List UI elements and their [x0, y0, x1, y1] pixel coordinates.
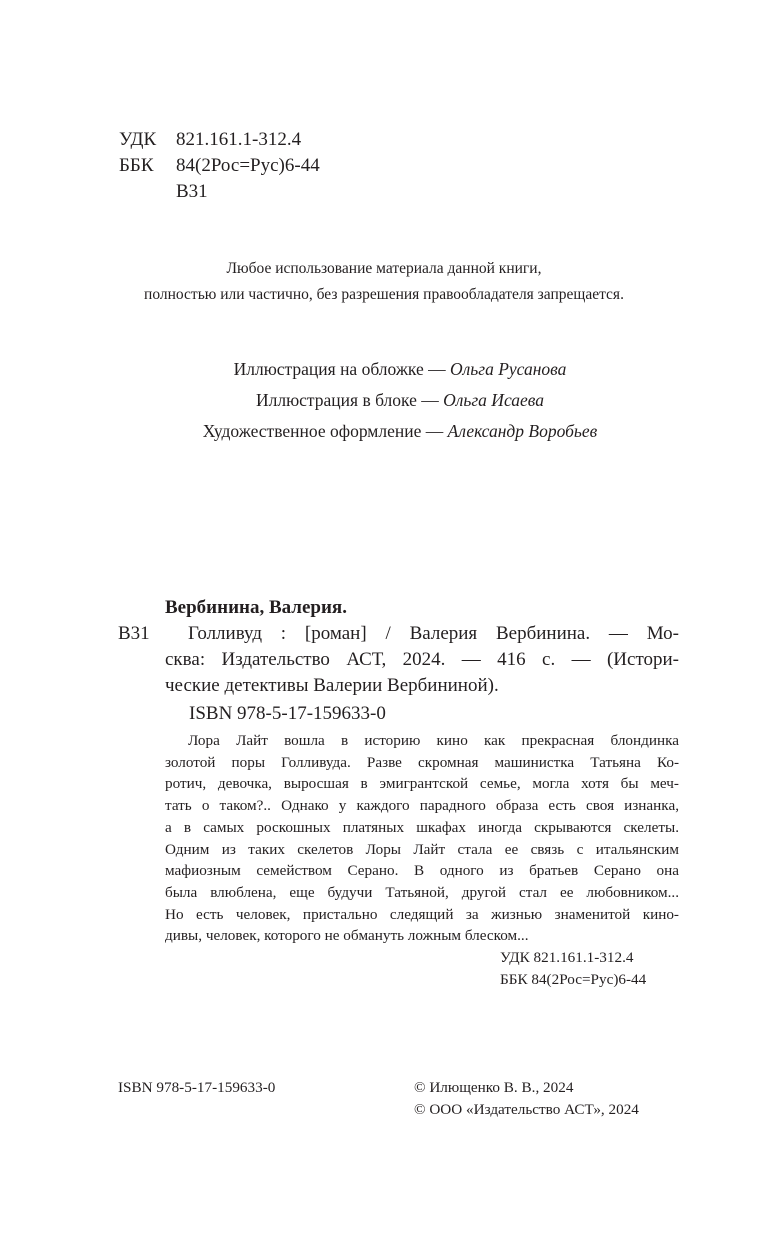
annotation-line: мафиозным семейством Серано. В одного из братьев Серано она	[165, 862, 679, 880]
credit-art-design	[0, 416, 768, 448]
bib-line-3: ческие детективы Валерии Вербининой).	[165, 675, 499, 696]
author-heading	[165, 595, 347, 621]
bibliographic-description	[165, 621, 679, 699]
rights-notice-line-2: полностью или частично, без разрешения правообладателя запрещается.	[144, 286, 624, 303]
credit-role: Иллюстрация в блоке —	[255, 390, 444, 410]
copyright-publisher: © ООО «Издательство АСТ», 2024	[414, 1101, 639, 1118]
udk-line	[119, 127, 301, 153]
annotation-line: Лора Лайт вошла в историю кино как прекрасная блондинка	[188, 732, 679, 749]
credit-role: Художественное оформление —	[202, 421, 448, 441]
credit-name: Александр Воробьев	[447, 421, 598, 441]
annotation-line: Одним из таких скелетов Лоры Лайт стала ее связь с итальянским	[165, 840, 679, 858]
author-heading-text: Вербинина, Валерия.	[165, 597, 347, 618]
author-mark: В31	[118, 623, 150, 644]
copyright-author: © Илющенко В. В., 2024	[414, 1079, 574, 1096]
udk-label: УДК	[119, 129, 157, 150]
credit-block-illustration	[0, 385, 768, 417]
bbk-line	[119, 153, 320, 179]
bib-line-2: сква: Издательство АСТ, 2024. — 416 с. — (Истори-	[165, 649, 679, 670]
footer-isbn: ISBN 978-5-17-159633-0	[118, 1079, 276, 1096]
credit-name: Ольга Русанова	[450, 359, 567, 379]
annotation	[165, 730, 679, 947]
bbk-label: ББК	[119, 155, 154, 176]
annotation-line: Но есть человек, пристально следящий за жизнью знаменитой кино-	[165, 905, 679, 923]
bib-line-1: Голливуд : [роман] / Валерия Вербинина. — Мо-	[188, 623, 679, 644]
bbk-value: 84(2Рос=Рус)6-44	[176, 155, 320, 176]
annotation-line: золотой поры Голливуда. Разве скромная машинистка Татьяна Ко-	[165, 753, 679, 771]
credit-role: Иллюстрация на обложке —	[233, 359, 451, 379]
annotation-line: была влюблена, еще будучи Татьяной, другой стал ее любовником...	[165, 883, 679, 901]
annotation-bbk: ББК 84(2Рос=Рус)6-44	[500, 971, 647, 988]
annotation-udk: УДК 821.161.1-312.4	[500, 949, 634, 966]
rights-notice-line-1: Любое использование материала данной книги,	[226, 260, 542, 277]
isbn-record: ISBN 978-5-17-159633-0	[189, 703, 386, 724]
udk-value: 821.161.1-312.4	[176, 129, 302, 150]
annotation-line: ротич, девочка, выросшая в эмигрантской семье, могла хотя бы меч-	[165, 775, 679, 793]
annotation-line: тать о таком?.. Однако у каждого парадного образа есть своя изнанка,	[165, 797, 679, 815]
credit-cover-illustration	[0, 354, 768, 386]
annotation-line: а в самых роскошных платяных шкафах иногда скрываются скелеты.	[165, 818, 679, 836]
annotation-line: дивы, человек, которого не обмануть ложным блеском...	[165, 927, 529, 945]
author-mark-top: В31	[176, 181, 208, 202]
credit-name: Ольга Исаева	[443, 390, 545, 410]
